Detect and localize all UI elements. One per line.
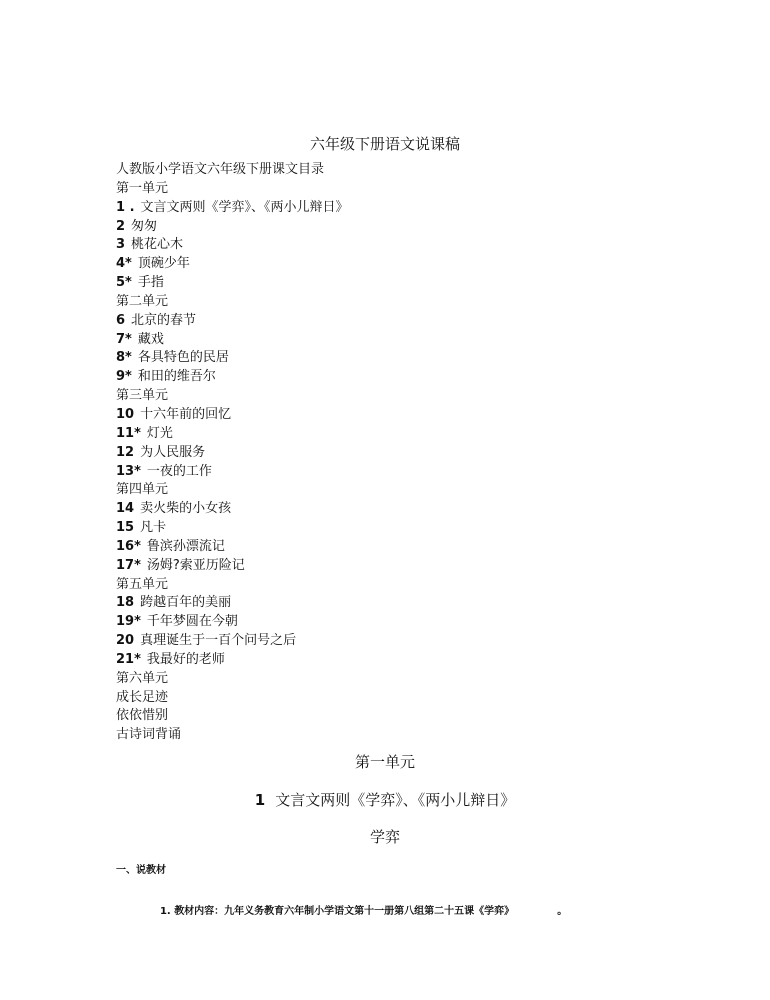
toc-text: 凡卡: [140, 520, 167, 536]
toc-line: [116, 538, 676, 557]
toc-text: 人教版小学语文六年级下册课文目录: [116, 162, 325, 177]
toc-number: 1 .: [116, 199, 135, 215]
toc-line: [116, 218, 676, 237]
toc-text: 一夜的工作: [146, 463, 212, 479]
toc-line: [116, 670, 676, 689]
toc-number: 21*: [116, 651, 141, 667]
toc-number: 11*: [116, 425, 141, 441]
toc-line: [116, 331, 676, 350]
toc-text: 十六年前的回忆: [140, 406, 232, 422]
toc-line: [116, 726, 676, 745]
toc-number: 16*: [116, 538, 141, 554]
toc-text: 灯光: [146, 425, 173, 441]
toc-text: 第四单元: [116, 482, 169, 498]
toc-text: 北京的春节: [131, 312, 197, 328]
content-trailing: 。: [557, 906, 568, 917]
toc-text: 文言文两则《学弈》、《两小儿辩日》: [140, 199, 349, 215]
toc-text: 跨越百年的美丽: [140, 595, 232, 611]
section-label: 一、说教材: [116, 865, 166, 876]
toc-line: [116, 576, 676, 595]
toc-text: 第六单元: [116, 670, 169, 686]
toc-text: 第一单元: [116, 180, 169, 196]
toc-line: [116, 161, 676, 180]
toc-text: 真理诞生于一百个问号之后: [140, 633, 297, 649]
toc-line: [116, 406, 676, 425]
lesson-heading: [0, 790, 770, 810]
toc-text: 千年梦圆在今朝: [146, 614, 238, 630]
toc-line: [116, 255, 676, 274]
toc-line: [116, 444, 676, 463]
toc-line: [116, 481, 676, 500]
toc-line: [116, 387, 676, 406]
toc-number: 20: [116, 633, 135, 649]
toc-line: [116, 425, 676, 444]
toc-number: 4*: [116, 256, 132, 272]
toc-number: 10: [116, 406, 135, 422]
toc-number: 13*: [116, 463, 141, 479]
toc-text: 依依惜别: [116, 708, 169, 724]
toc-line: [116, 236, 676, 255]
toc-text: 顶碗少年: [137, 256, 190, 272]
toc-line: [116, 500, 676, 519]
toc-text: 第三单元: [116, 388, 169, 404]
toc-number: 7*: [116, 331, 132, 347]
toc-line: [116, 707, 676, 726]
toc-line: [116, 651, 676, 670]
toc-number: 14: [116, 501, 135, 517]
toc-line: [116, 180, 676, 199]
lesson-title: 文言文两则《学弈》、《两小儿辩日》: [275, 791, 516, 809]
toc-text: 我最好的老师: [146, 651, 225, 667]
toc-text: 古诗词背诵: [116, 727, 182, 743]
toc-line: [116, 519, 676, 538]
toc-line: [116, 368, 676, 387]
toc-text: 和田的维吾尔: [137, 369, 216, 385]
toc-number: 17*: [116, 557, 141, 573]
toc-text: 第二单元: [116, 293, 169, 309]
toc-text: 手指: [137, 275, 164, 291]
toc-number: 12: [116, 444, 135, 460]
sub-heading: 学弈: [369, 828, 400, 846]
toc-line: [116, 594, 676, 613]
toc-text: 为人民服务: [140, 444, 206, 460]
toc-text: 卖火柴的小女孩: [140, 501, 232, 517]
document-title: 六年级下册语文说课稿: [309, 135, 460, 153]
toc-line: [116, 689, 676, 708]
unit-heading: 第一单元: [354, 753, 415, 771]
toc-line: [116, 312, 676, 331]
toc-line: [116, 463, 676, 482]
toc-line: [116, 274, 676, 293]
toc-number: 6: [116, 312, 126, 328]
toc-text: 第五单元: [116, 576, 169, 592]
toc-number: 19*: [116, 614, 141, 630]
toc-text: 匆匆: [131, 218, 158, 234]
toc-number: 18: [116, 595, 135, 611]
toc-number: 8*: [116, 350, 132, 366]
toc-number: 2: [116, 218, 126, 234]
toc-number: 3: [116, 237, 126, 253]
toc-line: [116, 557, 676, 576]
content-text: 教材内容：九年义务教育六年制小学语文第十一册第八组第二十五课《学弈》: [174, 906, 510, 917]
content-line: [146, 891, 666, 933]
content-number: 1.: [159, 906, 171, 917]
toc-text: 藏戏: [137, 331, 164, 347]
table-of-contents: [116, 161, 676, 745]
toc-number: 15: [116, 520, 135, 536]
toc-text: 汤姆?索亚历险记: [146, 557, 245, 573]
toc-line: [116, 632, 676, 651]
toc-line: [116, 349, 676, 368]
toc-line: [116, 613, 676, 632]
toc-text: 桃花心木: [131, 237, 184, 253]
toc-number: 9*: [116, 369, 132, 385]
lesson-number: 1: [254, 791, 266, 809]
toc-text: 各具特色的民居: [137, 350, 229, 366]
toc-line: [116, 293, 676, 312]
toc-text: 成长足迹: [116, 689, 169, 705]
toc-line: [116, 199, 676, 218]
toc-number: 5*: [116, 275, 132, 291]
toc-text: 鲁滨孙漂流记: [146, 538, 225, 554]
